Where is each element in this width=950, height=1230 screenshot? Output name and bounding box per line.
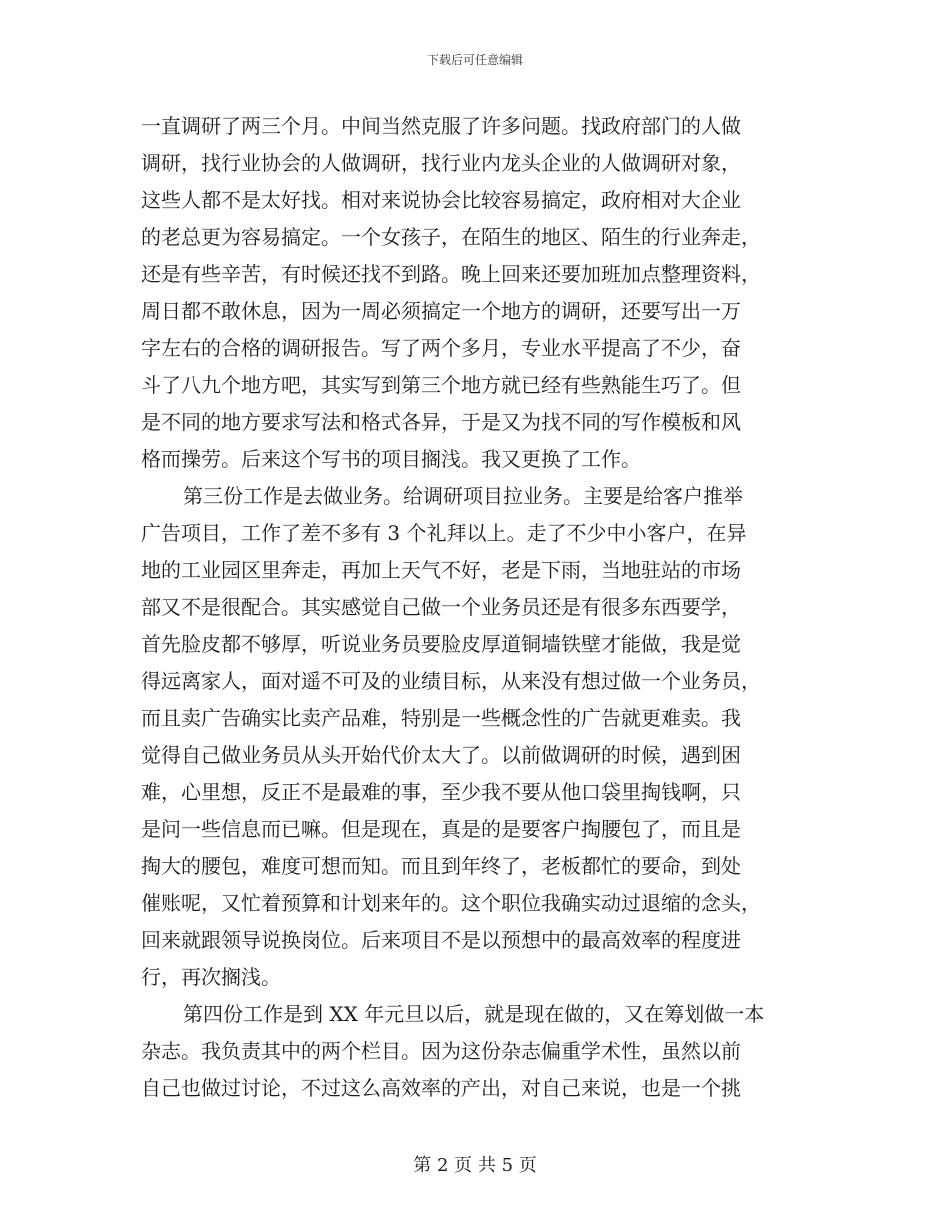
text-line: 觉得自己做业务员从头开始代价太大了。以前做调研的时候，遇到困 — [141, 743, 741, 767]
text-line: 回来就跟领导说换岗位。后来项目不是以预想中的最高效率的程度进 — [141, 928, 741, 952]
text-line: 难，心里想，反正不是最难的事，至少我不要从他口袋里掏钱啊，只 — [141, 780, 741, 804]
text-line: 第四份工作是到 XX 年元旦以后，就是现在做的，又在筹划做一本 — [183, 1002, 765, 1026]
text-line: 调研，找行业协会的人做调研，找行业内龙头企业的人做调研对象， — [141, 151, 741, 175]
text-line: 部又不是很配合。其实感觉自己做一个业务员还是有很多东西要学， — [141, 595, 741, 619]
text-line: 一直调研了两三个月。中间当然克服了许多问题。找政府部门的人做 — [141, 114, 741, 138]
text-line: 自己也做过讨论，不过这么高效率的产出，对自己来说，也是一个挑 — [141, 1076, 741, 1100]
body-text — [141, 108, 813, 1107]
page-footer: 第 2 页 共 5 页 — [413, 1155, 537, 1176]
page-header: 下载后可任意编辑 — [426, 53, 523, 67]
text-line: 格而操劳。后来这个写书的项目搁浅。我又更换了工作。 — [141, 447, 641, 471]
text-line: 杂志。我负责其中的两个栏目。因为这份杂志偏重学术性，虽然以前 — [141, 1039, 741, 1063]
text-line: 得远离家人，面对遥不可及的业绩目标，从来没有想过做一个业务员， — [141, 669, 761, 693]
text-line: 行，再次搁浅。 — [141, 965, 281, 989]
text-line: 这些人都不是太好找。相对来说协会比较容易搞定，政府相对大企业 — [141, 188, 741, 212]
text-line: 还是有些辛苦，有时候还找不到路。晚上回来还要加班加点整理资料， — [141, 262, 761, 286]
text-line: 地的工业园区里奔走，再加上天气不好，老是下雨，当地驻站的市场 — [141, 558, 741, 582]
text-line: 催账呢，又忙着预算和计划来年的。这个职位我确实动过退缩的念头， — [141, 891, 761, 915]
text-line: 是不同的地方要求写法和格式各异，于是又为找不同的写作模板和风 — [141, 410, 741, 434]
text-line: 斗了八九个地方吧，其实写到第三个地方就已经有些熟能生巧了。但 — [141, 373, 741, 397]
text-line: 掏大的腰包，难度可想而知。而且到年终了，老板都忙的要命，到处 — [141, 854, 741, 878]
text-line: 周日都不敢休息，因为一周必须搞定一个地方的调研，还要写出一万 — [141, 299, 741, 323]
text-line: 是问一些信息而已嘛。但是现在，真是的是要客户掏腰包了，而且是 — [141, 817, 741, 841]
text-line: 字左右的合格的调研报告。写了两个多月，专业水平提高了不少，奋 — [141, 336, 741, 360]
text-line: 广告项目，工作了差不多有 3 个礼拜以上。走了不少中小客户，在异 — [141, 521, 747, 545]
text-line: 而且卖广告确实比卖产品难，特别是一些概念性的广告就更难卖。我 — [141, 706, 741, 730]
text-line: 第三份工作是去做业务。给调研项目拉业务。主要是给客户推举 — [183, 484, 743, 508]
text-line: 首先脸皮都不够厚，听说业务员要脸皮厚道铜墙铁壁才能做，我是觉 — [141, 632, 741, 656]
text-line: 的老总更为容易搞定。一个女孩子，在陌生的地区、陌生的行业奔走， — [141, 225, 761, 249]
